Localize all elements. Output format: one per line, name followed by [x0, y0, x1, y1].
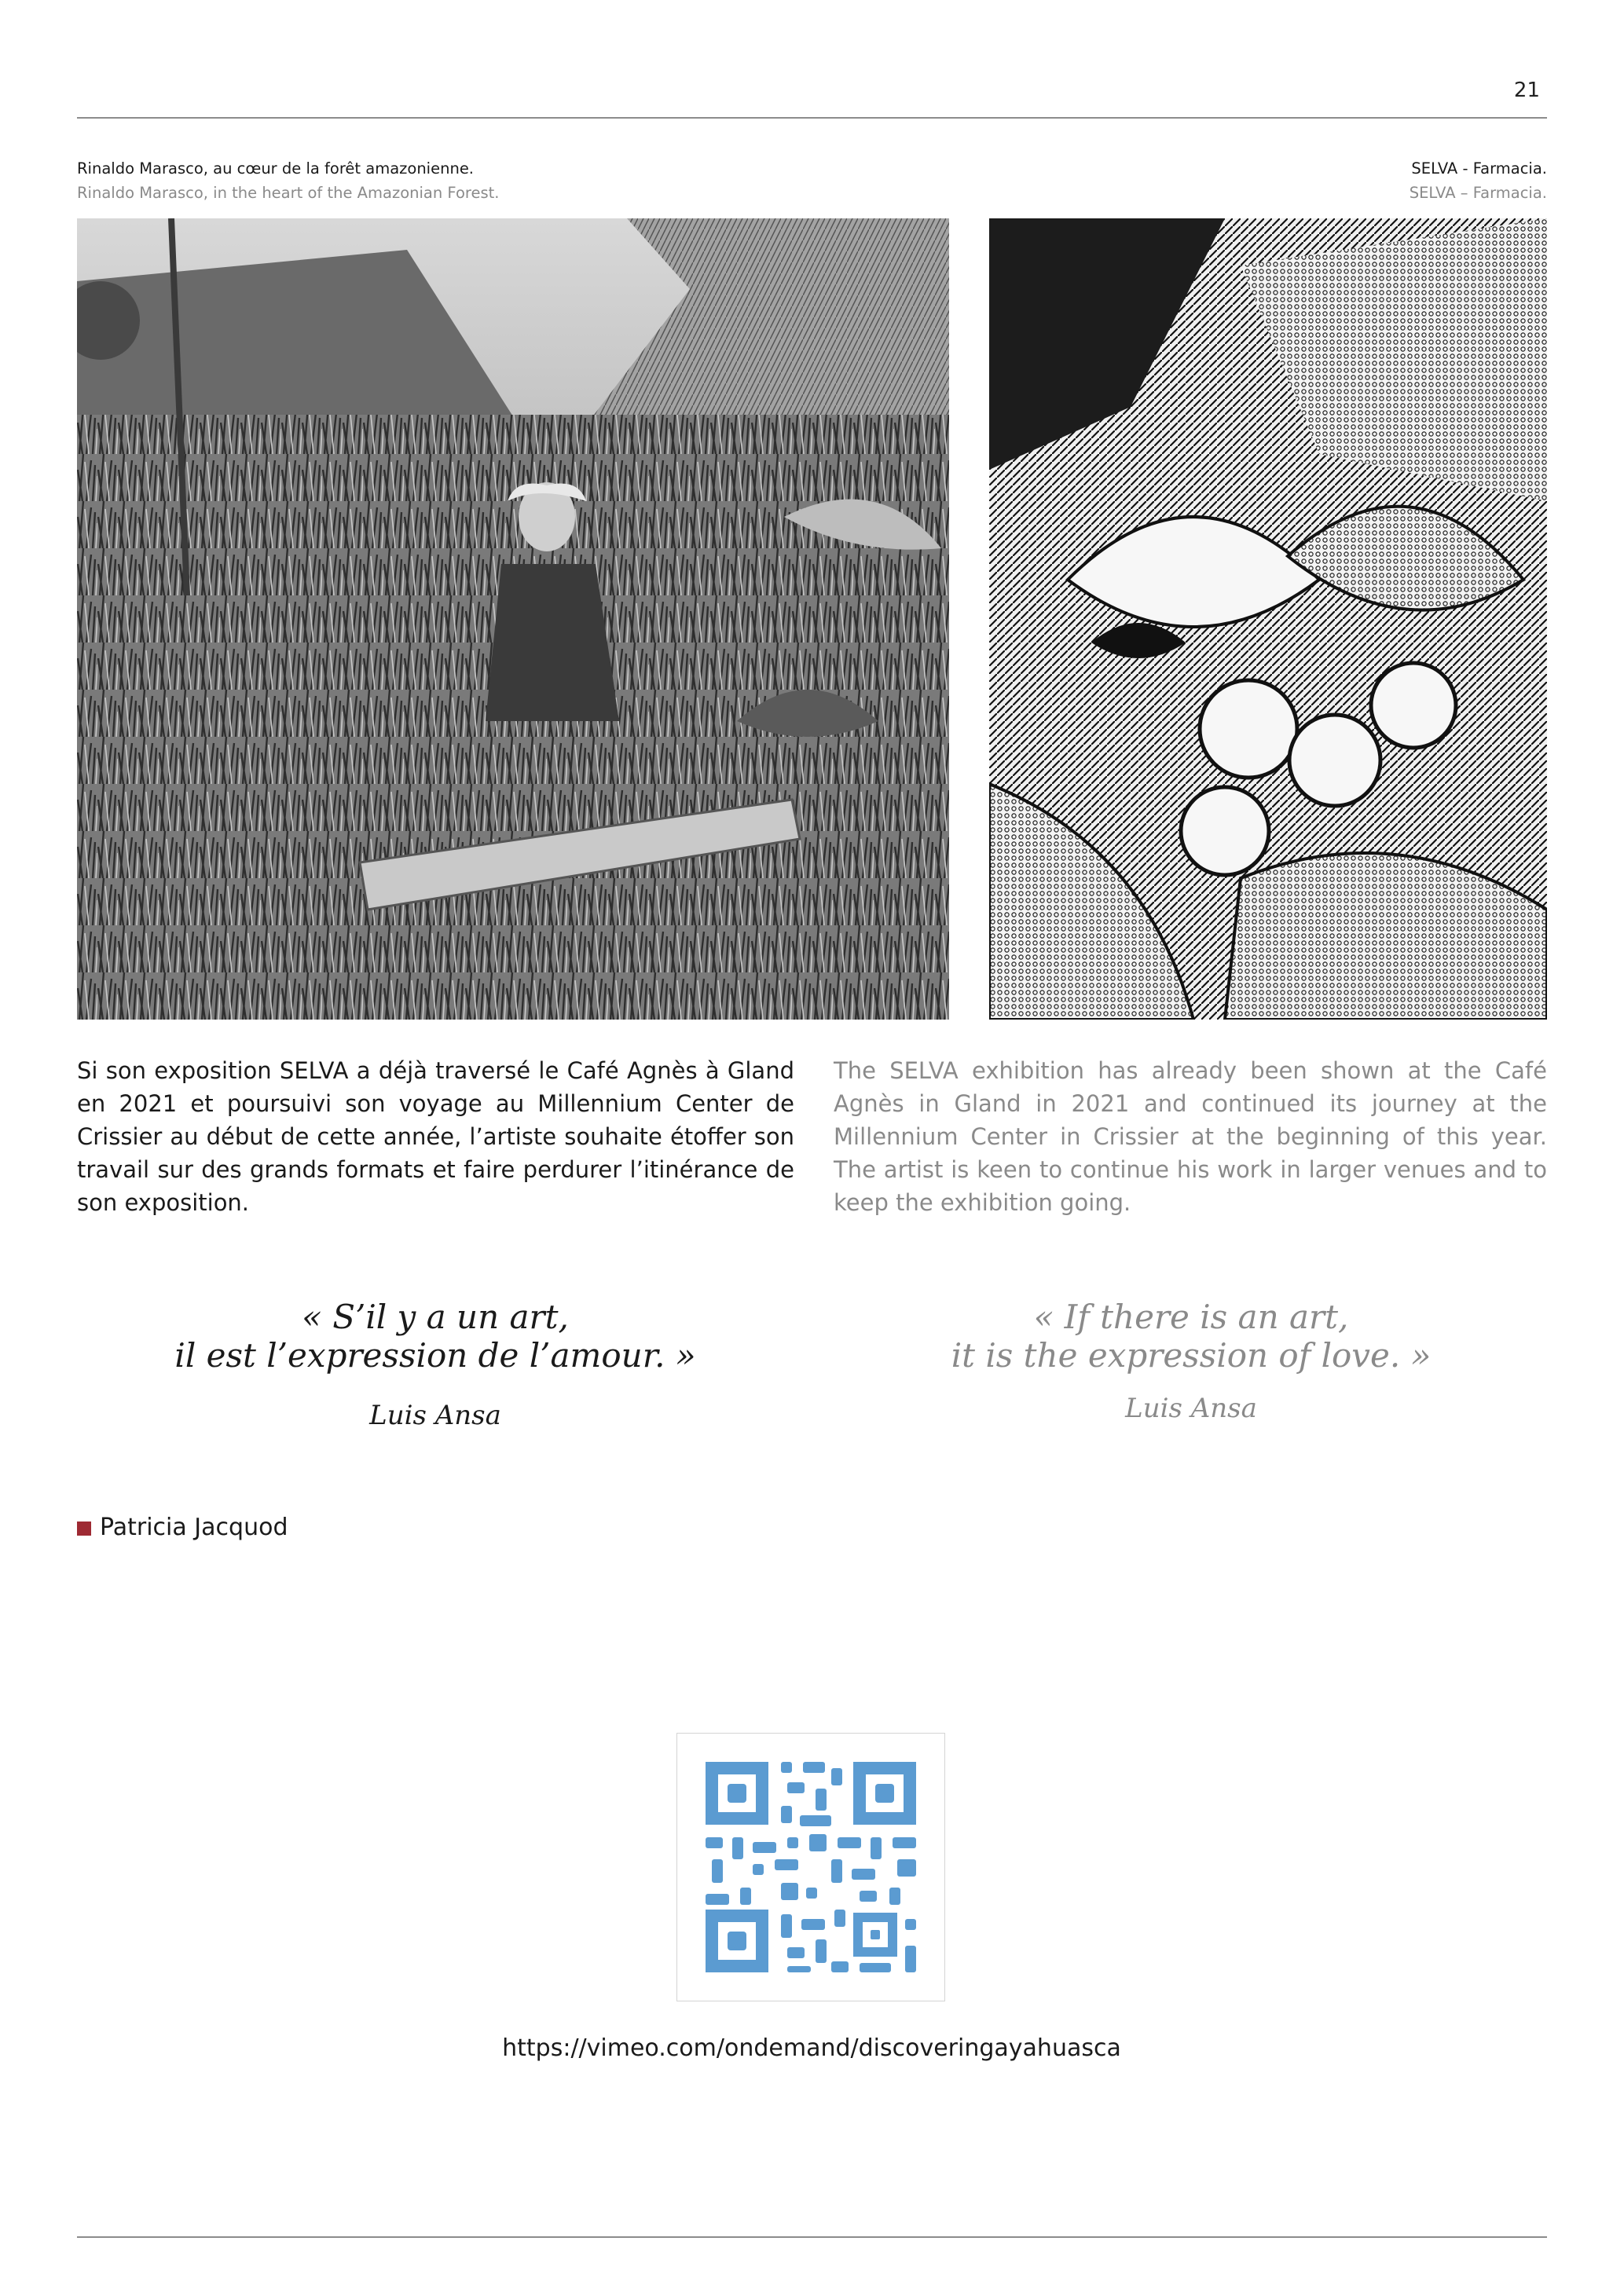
qr-code-graphic [677, 1734, 944, 2001]
header-rule [77, 117, 1547, 119]
quote-fr-line-2: il est l’expression de l’amour. » [174, 1336, 696, 1375]
photo-caption-left [77, 156, 499, 205]
body-paragraph-en: The SELVA exhibition has already been shown at the Café Agnès in Gland in 2021 and continued its journey at the Millennium Center in Crissier at the beginning of this year. The artist is keen to continue his work in larger venues and to keep the exhibition going. [834, 1057, 1547, 1216]
quote-fr [121, 1298, 750, 1375]
author-square-marker [77, 1522, 91, 1536]
caption-left-en: Rinaldo Marasco, in the heart of the Amazonian Forest. [77, 184, 500, 202]
quote-en [877, 1298, 1505, 1375]
artwork-selva-farmacia [989, 218, 1547, 1020]
caption-right-fr: SELVA - Farmacia. [1411, 159, 1547, 178]
quote-en-line-1: « If there is an art, [1033, 1298, 1349, 1336]
qr-link-url[interactable]: https://vimeo.com/ondemand/discoveringayahuasca [502, 2034, 1121, 2062]
article-author: Patricia Jacquod [100, 1514, 288, 1541]
footer-rule [77, 2236, 1547, 2238]
quote-en-author: Luis Ansa [1125, 1393, 1257, 1424]
quote-en-line-2: it is the expression of love. » [951, 1336, 1432, 1375]
page-number: 21 [1513, 79, 1540, 102]
body-paragraph-fr: Si son exposition SELVA a déjà traversé le Café Agnès à Gland en 2021 et poursuivi son voyage au Millennium Center de Crissier au début de cette année, l’artiste souhaite étoffer son travail sur des grands formats et faire perdurer l’itinérance de son exposition. [77, 1057, 794, 1216]
qr-code[interactable] [676, 1733, 945, 2001]
quote-fr-author: Luis Ansa [369, 1400, 501, 1431]
caption-right-en: SELVA – Farmacia. [1409, 184, 1547, 202]
photo-rinaldo-in-forest [77, 218, 949, 1020]
quote-fr-line-1: « S’il y a un art, [302, 1298, 569, 1336]
photo-caption-right [1154, 156, 1547, 205]
caption-left-fr: Rinaldo Marasco, au cœur de la forêt amazonienne. [77, 159, 475, 178]
